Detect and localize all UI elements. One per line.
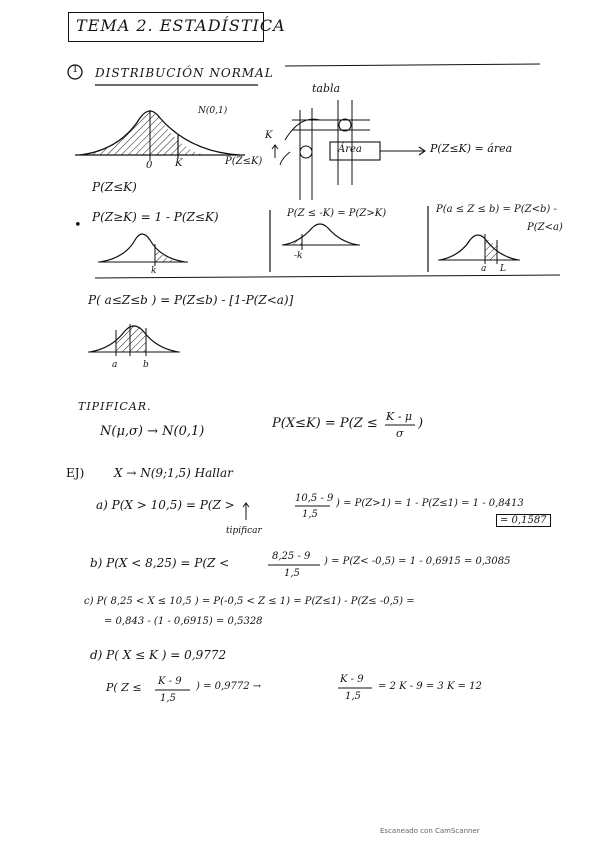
part-b-num: 8,25 - 9 (272, 551, 311, 562)
section-number: 1 (72, 64, 79, 75)
heading-rule (285, 64, 540, 66)
probability-label: P(Z≤K) (92, 180, 137, 194)
table-arrow-label: P(Z≤K) (225, 156, 263, 167)
part-d-line1: d) P( X ≤ K ) = 0,9772 (90, 648, 227, 662)
tipificar-heading: TIPIFICAR. (78, 400, 152, 413)
part-d-num2: K - 9 (340, 674, 364, 685)
example-label: EJ) (66, 466, 85, 480)
rule1-curve (98, 234, 188, 266)
section-heading: DISTRIBUCIÓN NORMAL (95, 66, 274, 80)
tipificar-numerator: K - μ (386, 410, 413, 423)
tipificar-denominator: σ (396, 427, 404, 440)
normal-curve-main (75, 110, 245, 160)
rule1-axis: k (151, 266, 157, 276)
part-d-mid: ) = 0,9772 → (196, 681, 262, 692)
part-d-pre: P( Z ≤ (106, 681, 142, 694)
part-a-note: tipificar (226, 526, 262, 536)
part-d-end: = 2 K - 9 = 3 K = 12 (378, 681, 482, 692)
rule1-text: P(Z≥K) = 1 - P(Z≤K) (92, 210, 219, 224)
rule4-axis-a: a (112, 360, 118, 370)
rule4-text: P( a≤Z≤b ) = P(Z≤b) - [1-P(Z<a)] (88, 293, 294, 307)
tipificar-close: ) (418, 416, 424, 431)
axis-label-k: K (175, 158, 183, 169)
table-result: P(Z≤K) = área (430, 142, 513, 155)
part-a-den: 1,5 (302, 509, 318, 520)
axis-label-zero: 0 (146, 160, 153, 171)
rule4-curve (88, 324, 180, 356)
part-b-post: ) = P(Z< -0,5) = 1 - 0,6915 = 0,3085 (324, 556, 511, 567)
table-label: tabla (312, 82, 341, 95)
curve-label: N(0,1) (198, 106, 228, 116)
table-area-label: Área (338, 144, 362, 155)
part-c-line2: = 0,843 - (1 - 0,6915) = 0,5328 (104, 616, 263, 627)
tipificar-formula-right: P(X≤K) = P(Z ≤ (272, 416, 378, 431)
rule3-line2: P(Z<a) (527, 222, 563, 233)
part-a-pre: a) P(X > 10,5) = P(Z > (96, 498, 235, 512)
rule2-text: P(Z ≤ -K) = P(Z>K) (287, 208, 387, 219)
part-a-result: = 0,1587 (496, 514, 551, 527)
part-a-post: ) = P(Z>1) = 1 - P(Z≤1) = 1 - 0,8413 (336, 498, 524, 509)
rule3-curve (438, 234, 520, 264)
part-b-den: 1,5 (284, 568, 300, 579)
rule2-axis: -k (294, 251, 303, 261)
part-b-pre: b) P(X < 8,25) = P(Z < (90, 556, 230, 570)
rule3-line1: P(a ≤ Z ≤ b) = P(Z<b) - (436, 204, 557, 215)
rule2-curve (282, 224, 360, 250)
part-d-den: 1,5 (160, 693, 176, 704)
part-d-den2: 1,5 (345, 691, 361, 702)
rule4-axis-b: b (143, 360, 149, 370)
rule1-bullet: • (74, 218, 82, 233)
example-statement: X → N(9;1,5) Hallar (114, 466, 233, 480)
part-a-num: 10,5 - 9 (295, 493, 334, 504)
page-title: TEMA 2. ESTADÍSTICA (76, 16, 286, 35)
table-k-label: K (265, 130, 273, 141)
part-d-num: K - 9 (158, 676, 182, 687)
part-c-line1: c) P( 8,25 < X ≤ 10,5 ) = P(-0,5 < Z ≤ 1) = P(Z≤1) - P(Z≤ -0,5) = (84, 596, 415, 607)
rule3-axis-b: L (500, 264, 506, 274)
rule3-axis-a: a (481, 264, 487, 274)
tipificar-formula-left: N(μ,σ) → N(0,1) (100, 424, 205, 439)
scanner-footer: Escaneado con CamScanner (380, 827, 480, 835)
